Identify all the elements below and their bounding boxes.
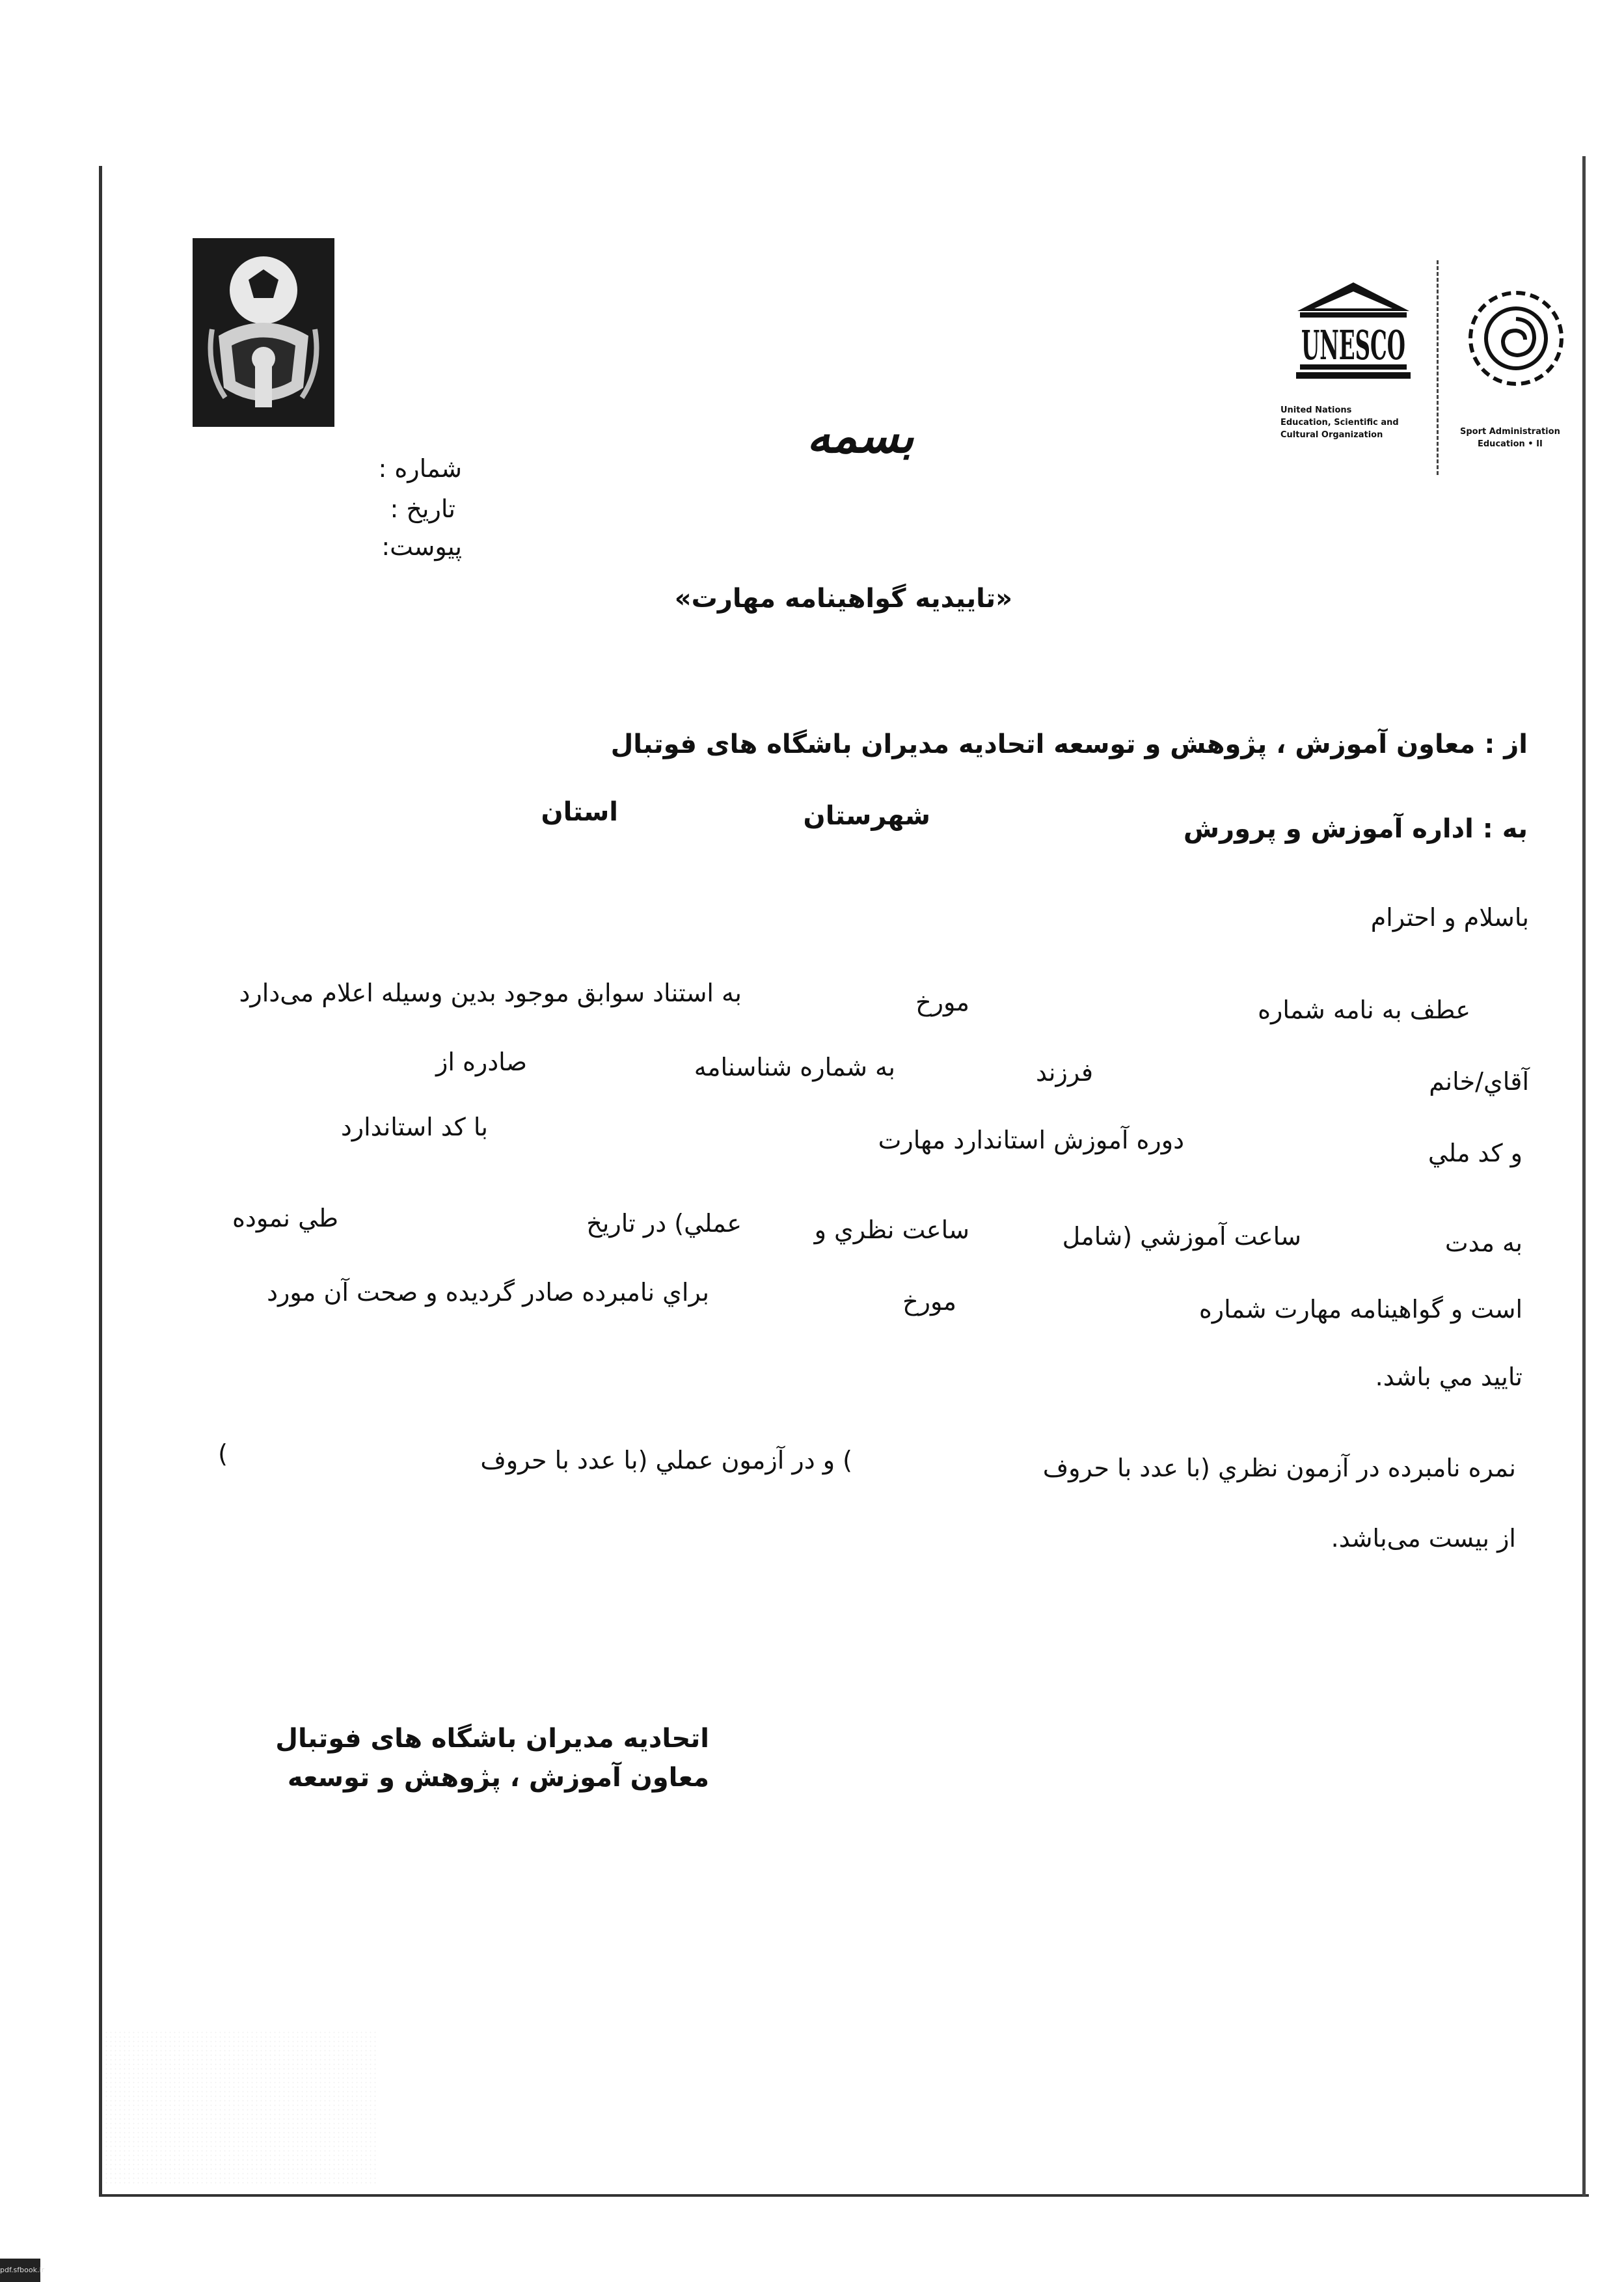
body-l4-completed: طي نموده xyxy=(232,1204,338,1232)
body-l3-course: دوره آموزش استاندارد مهارت xyxy=(878,1126,1184,1154)
football-union-logo xyxy=(193,238,334,427)
page-border-right xyxy=(1582,156,1586,2196)
scan-noise xyxy=(104,2030,377,2186)
page-border-bottom xyxy=(99,2194,1589,2197)
number-label: شماره : xyxy=(378,454,462,483)
sport-caption-line: Sport Administration xyxy=(1460,427,1560,437)
unesco-caption-line: Cultural Organization xyxy=(1280,429,1383,440)
greeting: باسلام و احترام xyxy=(1370,903,1529,932)
body-l2-id-number: به شماره شناسنامه xyxy=(694,1053,895,1081)
unesco-logo xyxy=(1295,280,1412,384)
from-line: از : معاون آموزش ، پژوهش و توسعه اتحادیه مدیران باشگاه های فوتبال xyxy=(610,729,1528,759)
body-l2-name: آقاي/خانم xyxy=(1429,1067,1529,1096)
signature-title: معاون آموزش ، پژوهش و توسعه xyxy=(287,1763,709,1793)
unesco-wordmark: UNESCO xyxy=(1301,321,1405,369)
logo-divider xyxy=(1437,260,1439,475)
bismillah: بسمه xyxy=(807,408,914,463)
body-l5-dated: مورخ xyxy=(902,1287,956,1316)
body-l1-statement: به استناد سوابق موجود بدین وسیله اعلام می‌دارد xyxy=(239,979,742,1007)
body-l7-close-paren: ) xyxy=(218,1439,228,1468)
document-title: «تاییدیه گواهینامه مهارت» xyxy=(674,584,1012,614)
body-l4-duration: به مدت xyxy=(1444,1229,1522,1257)
footer-watermark: pdf.sfbook.ir xyxy=(0,2259,40,2282)
body-l3-standard-code: با کد استاندارد xyxy=(340,1113,488,1141)
body-l5-issued-statement: براي نامبرده صادر گرديده و صحت آن مورد xyxy=(267,1278,709,1307)
sport-emblem-logo xyxy=(1457,280,1575,397)
body-l3-national-code: و کد ملي xyxy=(1428,1139,1522,1167)
body-l4-training-hours: ساعت آموزشي (شامل xyxy=(1062,1222,1301,1251)
body-l2-issued-from: صادره از xyxy=(435,1048,527,1076)
unesco-caption xyxy=(1280,405,1399,442)
body-l7-theory-score: نمره نامبرده در آزمون نظري (با عدد با حروف xyxy=(1042,1454,1516,1482)
to-line: به : اداره آموزش و پرورش xyxy=(1183,814,1528,844)
body-l8-out-of-twenty: از بیست می‌باشد. xyxy=(1331,1524,1516,1553)
sport-caption-line: Education • II xyxy=(1478,439,1543,449)
body-l4-theory-hours: ساعت نظري و xyxy=(814,1216,969,1244)
body-l1-ref-number: عطف به نامه شماره xyxy=(1258,996,1470,1024)
page-border-left xyxy=(99,166,102,2196)
city-label: شهرستان xyxy=(803,801,930,831)
body-l1-dated: مورخ xyxy=(915,988,969,1016)
province-label: استان xyxy=(541,797,618,827)
body-l6-confirmed: تاييد مي باشد. xyxy=(1375,1363,1522,1391)
sport-caption xyxy=(1460,426,1560,451)
body-l2-child-of: فرزند xyxy=(1035,1058,1093,1087)
date-label: تاریخ : xyxy=(390,495,455,523)
body-l4-practical-date: عملي) در تاريخ xyxy=(586,1209,742,1238)
attachment-label: پیوست: xyxy=(381,532,462,561)
unesco-caption-line: United Nations xyxy=(1280,405,1352,415)
body-l5-certificate-number: است و گواهينامه مهارت شماره xyxy=(1198,1295,1522,1324)
body-l7-practical-score: ) و در آزمون عملي (با عدد با حروف xyxy=(480,1446,852,1474)
unesco-caption-line: Education, Scientific and xyxy=(1280,417,1399,428)
signature-organization: اتحادیه مدیران باشگاه های فوتبال xyxy=(275,1724,709,1754)
